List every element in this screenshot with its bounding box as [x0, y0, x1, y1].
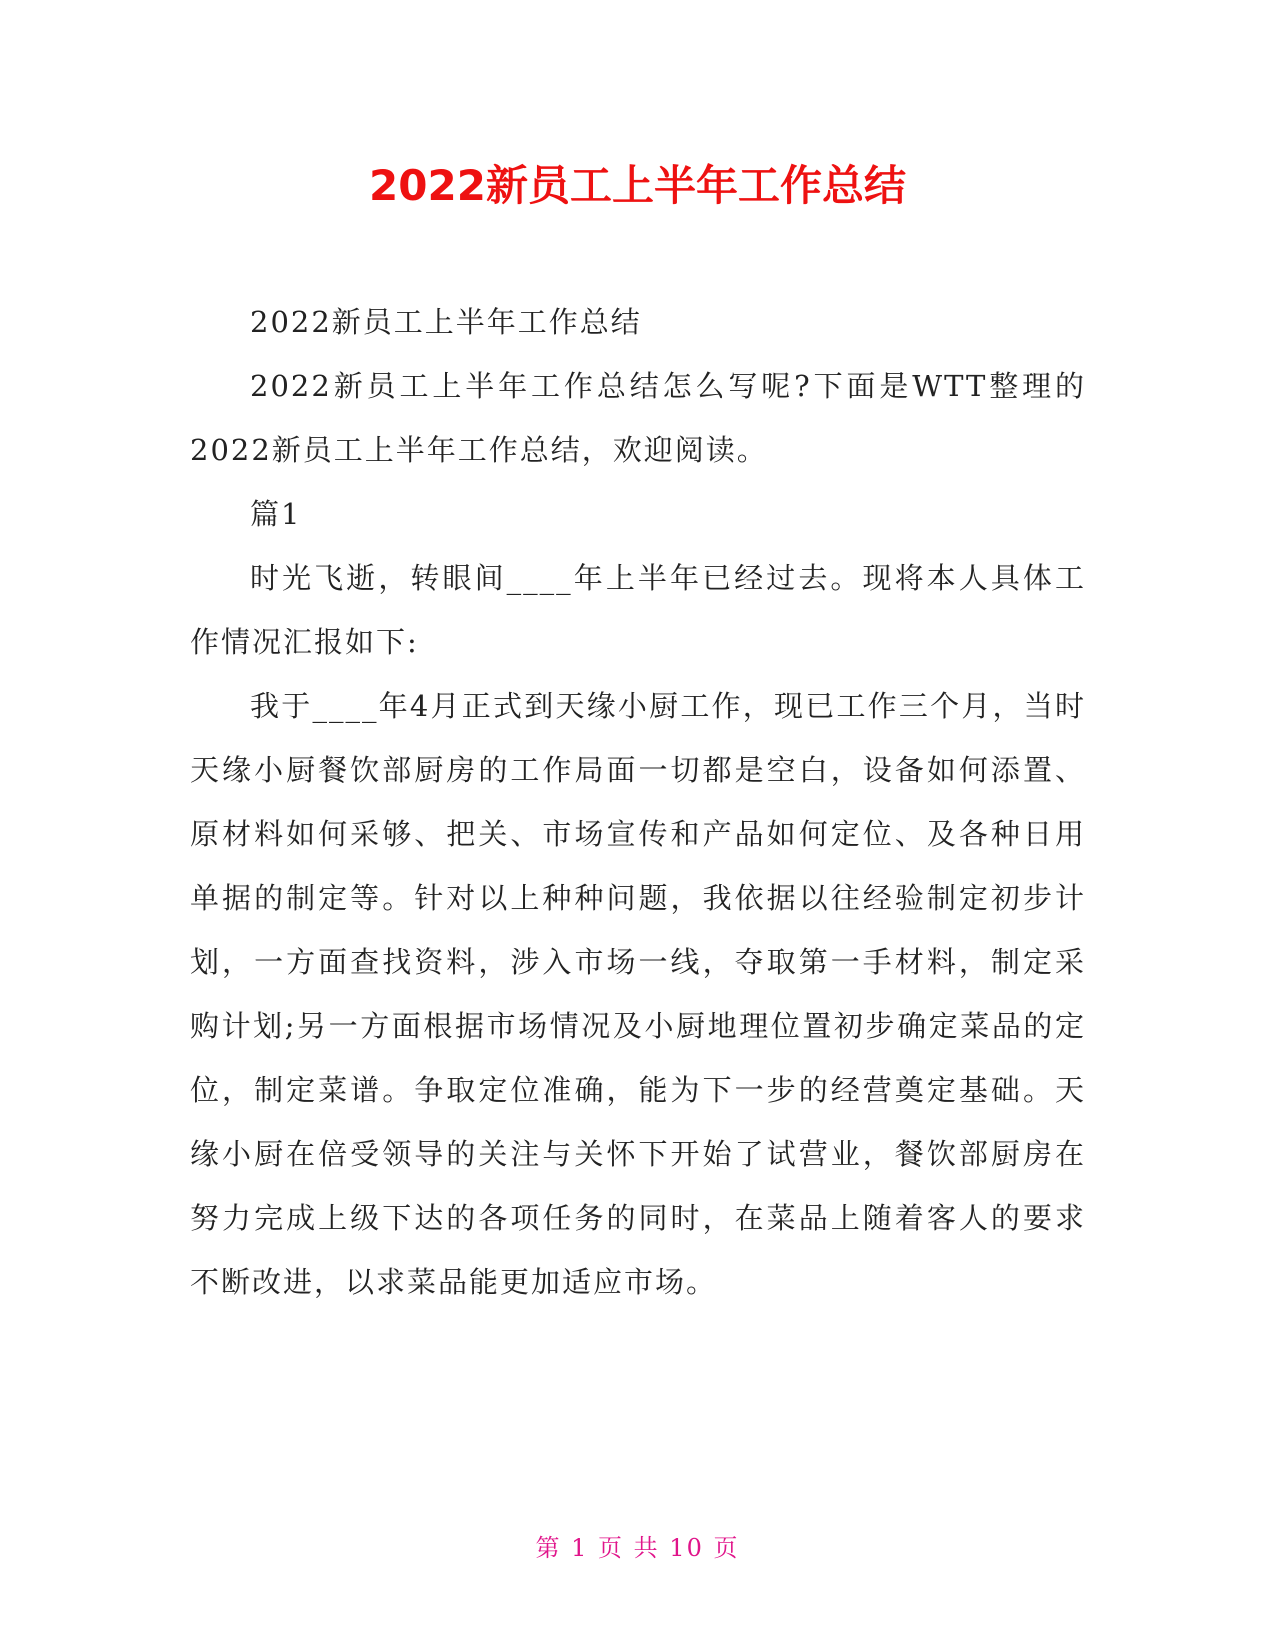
document-title: 2022新员工上半年工作总结 — [369, 161, 906, 210]
paragraph-main: 我于____年4月正式到天缘小厨工作，现已工作三个月，当时天缘小厨餐饮部厨房的工作局面一切都是空白，设备如何添置、原材料如何采够、把关、市场宣传和产品如何定位、及各种日用单据的制定等。针对以上种种问题，我依据以往经验制定初步计划，一方面查找资料，涉入市场一线，夺取第一手材料，制定采购计划;另一方面根据市场情况及小厨地理位置初步确定菜品的定位，制定菜谱。争取定位准确，能为下一步的经营奠定基础。天缘小厨在倍受领导的关注与关怀下开始了试营业，餐饮部厨房在努力完成上级下达的各项任务的同时，在菜品上随着客人的要求不断改进，以求菜品能更加适应市场。 — [190, 689, 1086, 1299]
paragraph-intro: 2022新员工上半年工作总结怎么写呢?下面是WTT整理的2022新员工上半年工作总结，欢迎阅读。 — [190, 369, 1086, 467]
paragraph-opening: 时光飞逝，转眼间____年上半年已经过去。现将本人具体工作情况汇报如下: — [190, 561, 1086, 659]
page-indicator: 第 1 页 共 10 页 — [535, 1534, 740, 1562]
paragraph-section-label: 篇1 — [250, 497, 302, 531]
paragraph-heading: 2022新员工上半年工作总结 — [250, 305, 642, 339]
document-body — [190, 290, 1086, 1314]
